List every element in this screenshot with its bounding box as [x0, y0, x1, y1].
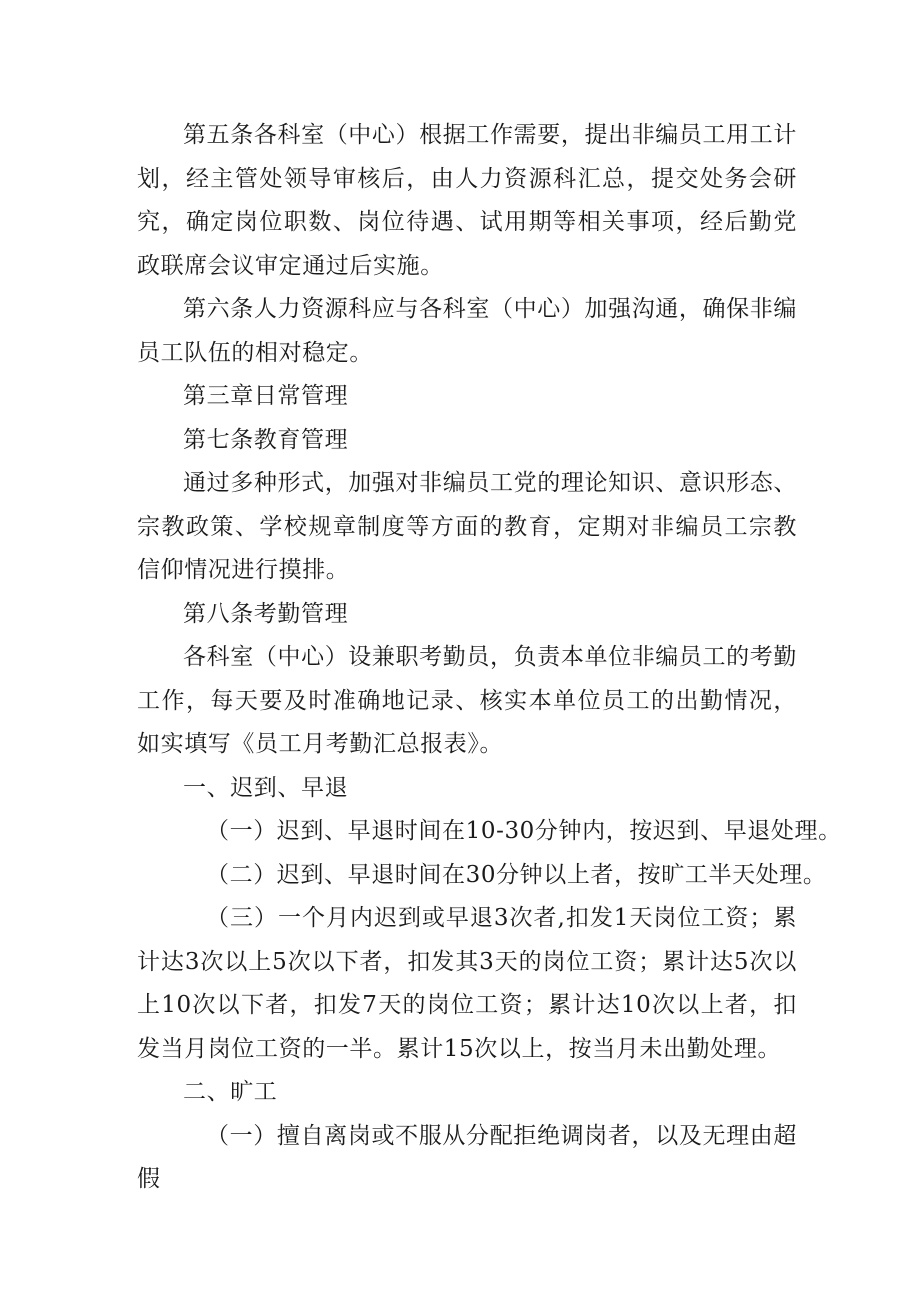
document-body	[137, 114, 842, 1202]
chapter-3-heading: 第三章日常管理	[183, 383, 349, 409]
article-6-paragraph: 第六条人力资源科应与各科室（中心）加强沟通，确保非编员工队伍的相对稳定。	[137, 296, 797, 366]
section-2-heading: 二、旷工	[183, 1079, 278, 1105]
article-7-paragraph: 通过多种形式，加强对非编员工党的理论知识、意识形态、宗教政策、学校规章制度等方面的教育，定期对非编员工宗教信仰情况进行摸排。	[137, 470, 797, 583]
section-1-heading: 一、迟到、早退	[183, 774, 349, 801]
section-1-item-3: （三）一个月内迟到或早退3次者,扣发1天岗位工资；累计达3次以上5次以下者，扣发其3天的岗位工资；累计达5次以上10次以下者，扣发7天的岗位工资；累计达10次以上者，扣发当月岗位工资的一半。累计15次以上，按当月未出勤处理。	[137, 905, 797, 1062]
section-1-item-1: （一）迟到、早退时间在10-30分钟内，按迟到、早退处理。	[206, 818, 842, 844]
article-7-heading: 第七条教育管理	[183, 426, 349, 453]
section-1-item-2: （二）迟到、早退时间在30分钟以上者，按旷工半天处理。	[206, 861, 827, 888]
article-5-paragraph: 第五条各科室（中心）根据工作需要，提出非编员工用工计划，经主管处领导审核后，由人力资源科汇总，提交处务会研究，确定岗位职数、岗位待遇、试用期等相关事项，经后勤党政联席会议审定通过后实施。	[137, 122, 797, 279]
article-8-paragraph: 各科室（中心）设兼职考勤员，负责本单位非编员工的考勤工作，每天要及时准确地记录、核实本单位员工的出勤情况，如实填写《员工月考勤汇总报表》。	[137, 644, 797, 757]
section-2-item-1: （一）擅自离岗或不服从分配拒绝调岗者，以及无理由超假	[137, 1122, 797, 1192]
article-8-heading: 第八条考勤管理	[183, 600, 349, 627]
